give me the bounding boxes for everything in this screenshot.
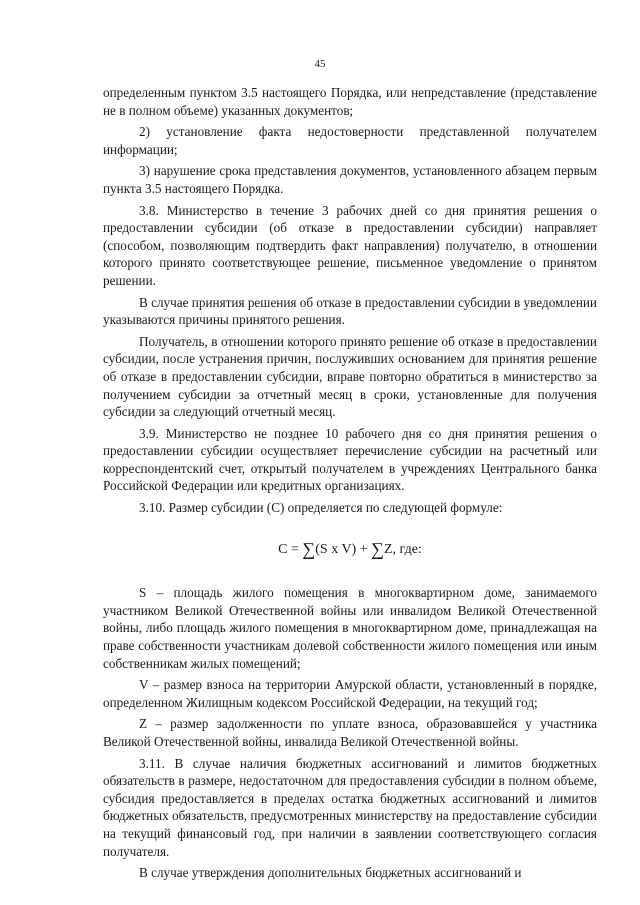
formula-suffix: где: [399, 541, 422, 557]
paragraph: В случае утверждения дополнительных бюджетных ассигнований и [139, 865, 522, 881]
paragraph: 2) установление факта недостоверности представленной получателем информации; [103, 124, 597, 157]
paragraph: 3) нарушение срока представления документов, установленного абзацем первым пункта 3.5 настоящего Порядка. [103, 163, 597, 196]
subsidy-formula [103, 538, 597, 559]
paragraph: 3.10. Размер субсидии (C) определяется по следующей формуле: [139, 500, 503, 516]
formula-term-sxv: (S x V) + [315, 541, 368, 557]
page-number: 45 [314, 58, 326, 70]
document-body [103, 84, 597, 886]
paragraph: 3.11. В случае наличия бюджетных ассигнований и лимитов бюджетных обязательств в размере, недостаточном для предоставления субсидии в полном объеме, субсидия предоставляется в пределах остатка бюджетных ассигнований и лимитов бюджетных обязательств, предусмотренных министерству на предоставление субсидии на текущий финансовый год, при наличии в заявлении соответствующего согласия получателя. [103, 755, 597, 859]
formula-lhs: C = [278, 541, 299, 557]
paragraph: Z – размер задолженности по уплате взноса, образовавшейся у участника Великой Отечественной войны, инвалида Великой Отечественной войны. [103, 716, 597, 749]
sum-symbol: ∑ [371, 538, 384, 559]
sum-symbol: ∑ [302, 538, 316, 559]
paragraph: 3.8. Министерство в течение 3 рабочих дней со дня принятия решения о предоставлении субсидии (об отказе в предоставлении субсидии) направляет (способом, позволяющим подтвердить факт направления) получателю, в отношении которого принято соответствующее решение, письменное уведомление о принятом решении. [103, 202, 597, 288]
paragraph: определенным пунктом 3.5 настоящего Порядка, или непредставление (представление не в полном объеме) указанных документов; [103, 85, 597, 118]
paragraph: 3.9. Министерство не позднее 10 рабочего дня со дня принятия решения о предоставлении субсидии осуществляет перечисление субсидии на расчетный или корреспондентский счет, открытый получателем в учреждениях Центрального банка Российской Федерации или кредитных организациях. [103, 425, 597, 494]
paragraph: Получатель, в отношении которого принято решение об отказе в предоставлении субсидии, после устранения причин, послуживших основанием для принятия решение об отказе в предоставлении субсидии, вправе повторно обратиться в министерство за получением субсидии за отчетный месяц в сроки, установленные для получения субсидии за следующий отчетный месяц. [103, 333, 597, 420]
formula-term-z: Z, [383, 541, 397, 557]
paragraph: V – размер взноса на территории Амурской области, установленный в порядке, определенном Жилищным кодексом Российской Федерации, на текущий год; [103, 677, 597, 710]
paragraph: В случае принятия решения об отказе в предоставлении субсидии в уведомлении указываются причины принятого решения. [103, 294, 597, 328]
paragraph: S – площадь жилого помещения в многоквартирном доме, занимаемого участником Великой Отечественной войны или инвалидом Великой Отечественной войны, либо площадь жилого помещения в многоквартирном доме, принадлежащая на праве собственности участникам долевой собственности жилого помещения или иным собственникам жилых помещений; [103, 585, 597, 671]
